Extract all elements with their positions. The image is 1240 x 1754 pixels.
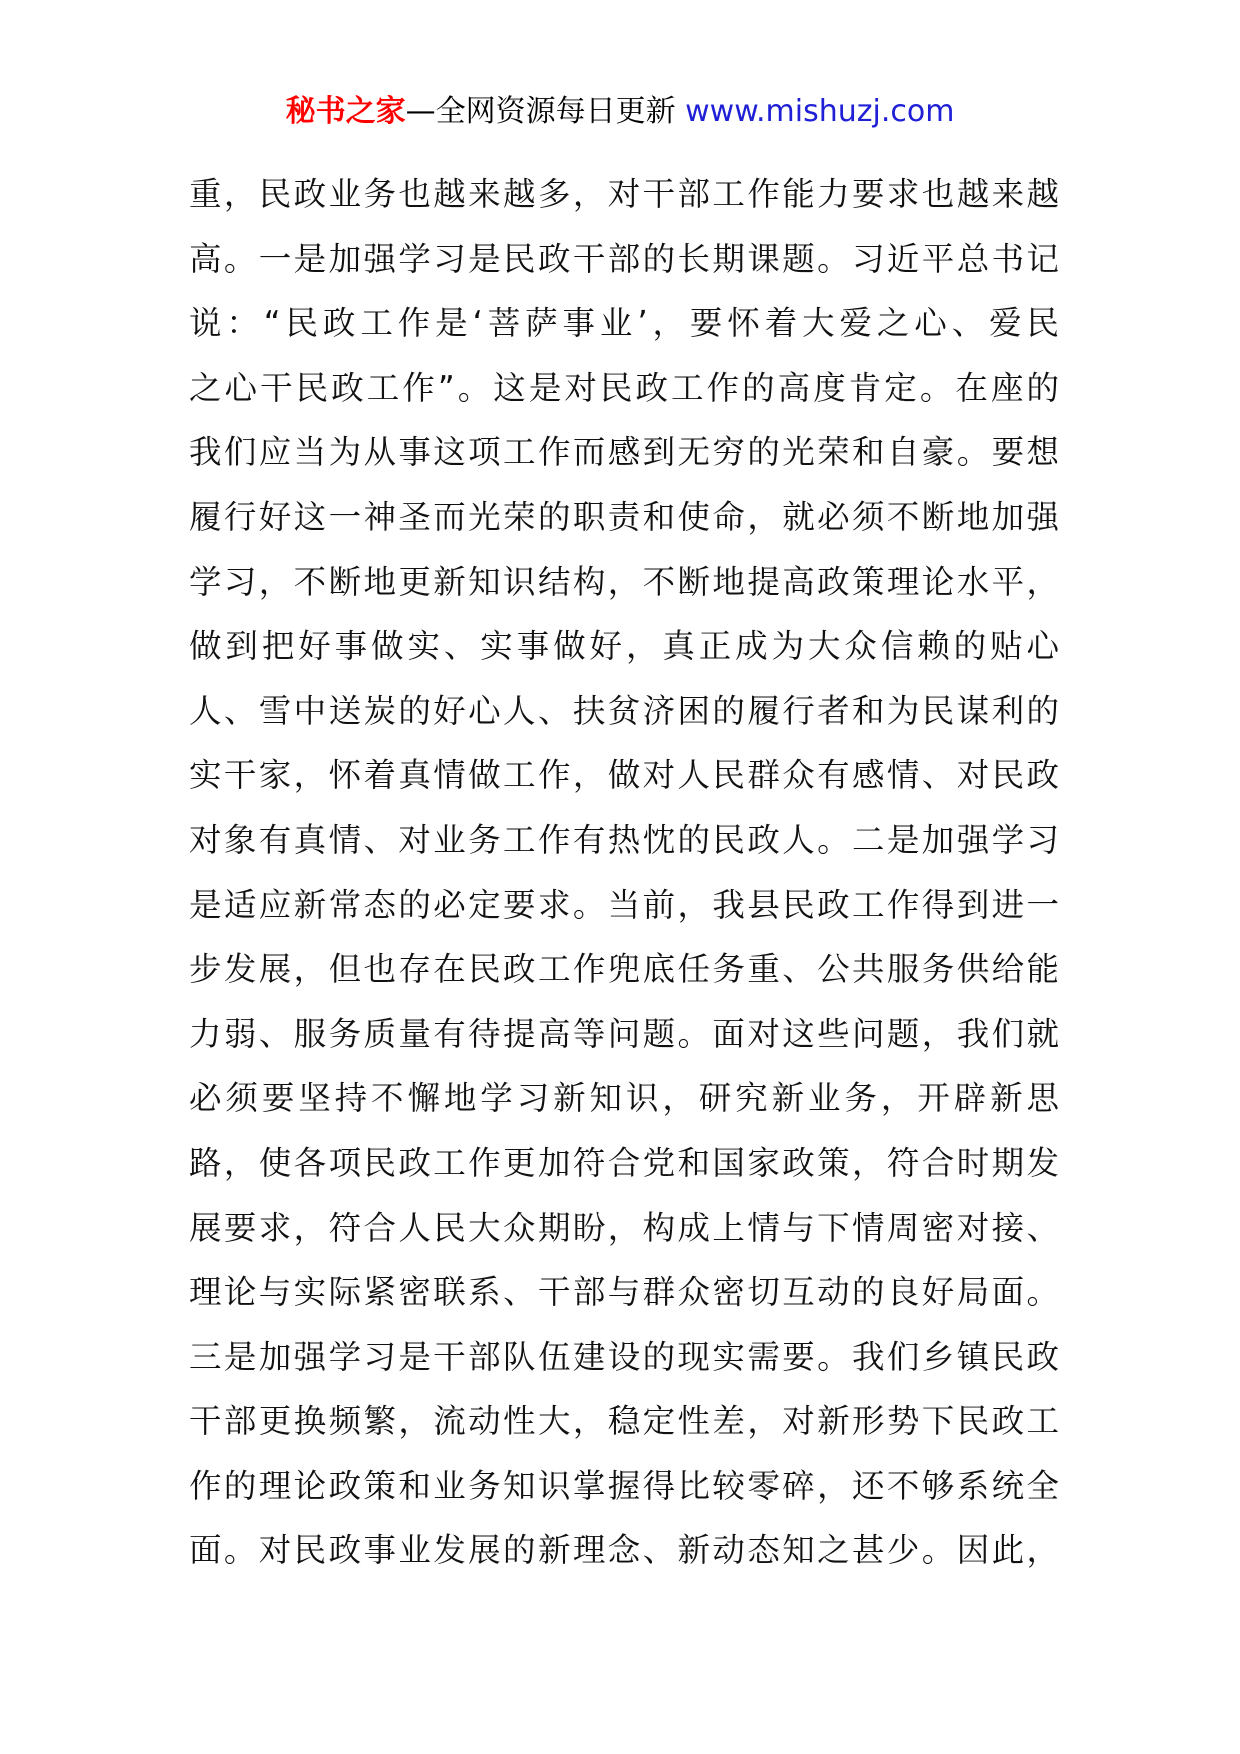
text-line: 理论与实际紧密联系、干部与群众密切互动的良好局面。: [189, 1273, 1059, 1312]
text-line: 路，使各项民政工作更加符合党和国家政策，符合时期发: [189, 1143, 1059, 1182]
text-line: 对象有真情、对业务工作有热忱的民政人。二是加强学习: [189, 820, 1059, 859]
text-line: 步发展，但也存在民政工作兜底任务重、公共服务供给能: [189, 950, 1059, 989]
text-line: 重，民政业务也越来越多，对干部工作能力要求也越来越: [189, 175, 1059, 213]
text-line: 之心干民政工作”。这是对民政工作的高度肯定。在座的: [189, 368, 1059, 407]
text-line: 人、雪中送炭的好心人、扶贫济困的履行者和为民谋利的: [189, 691, 1059, 730]
site-url-link[interactable]: www.mishuzj.com: [685, 94, 955, 129]
header-tagline: —全网资源每日更新: [405, 94, 676, 129]
text-line: 做到把好事做实、实事做好，真正成为大众信赖的贴心: [189, 627, 1059, 666]
document-body: [189, 162, 1059, 1583]
text-line: 实干家，怀着真情做工作，做对人民群众有感情、对民政: [189, 756, 1059, 795]
brand-name: 秘书之家: [285, 94, 406, 129]
text-line: 我们应当为从事这项工作而感到无穷的光荣和自豪。要想: [189, 433, 1059, 472]
text-line: 三是加强学习是干部队伍建设的现实需要。我们乡镇民政: [189, 1337, 1059, 1376]
text-line: 力弱、服务质量有待提高等问题。面对这些问题，我们就: [189, 1014, 1059, 1053]
text-line: 高。一是加强学习是民政干部的长期课题。习近平总书记: [189, 239, 1059, 278]
text-line: 面。对民政事业发展的新理念、新动态知之甚少。因此，: [189, 1531, 1059, 1570]
text-line: 作的理论政策和业务知识掌握得比较零碎，还不够系统全: [189, 1466, 1059, 1505]
text-line: 说：“民政工作是‘菩萨事业’，要怀着大爱之心、爱民: [189, 304, 1059, 343]
text-line: 学习，不断地更新知识结构，不断地提高政策理论水平，: [189, 562, 1059, 601]
text-line: 展要求，符合人民大众期盼，构成上情与下情周密对接、: [189, 1208, 1059, 1247]
text-line: 履行好这一神圣而光荣的职责和使命，就必须不断地加强: [189, 497, 1059, 536]
text-line: 干部更换频繁，流动性大，稳定性差，对新形势下民政工: [189, 1402, 1059, 1441]
text-line: 是适应新常态的必定要求。当前，我县民政工作得到进一: [189, 885, 1059, 924]
page-header: [0, 92, 1240, 132]
text-line: 必须要坚持不懈地学习新知识，研究新业务，开辟新思: [189, 1079, 1059, 1118]
